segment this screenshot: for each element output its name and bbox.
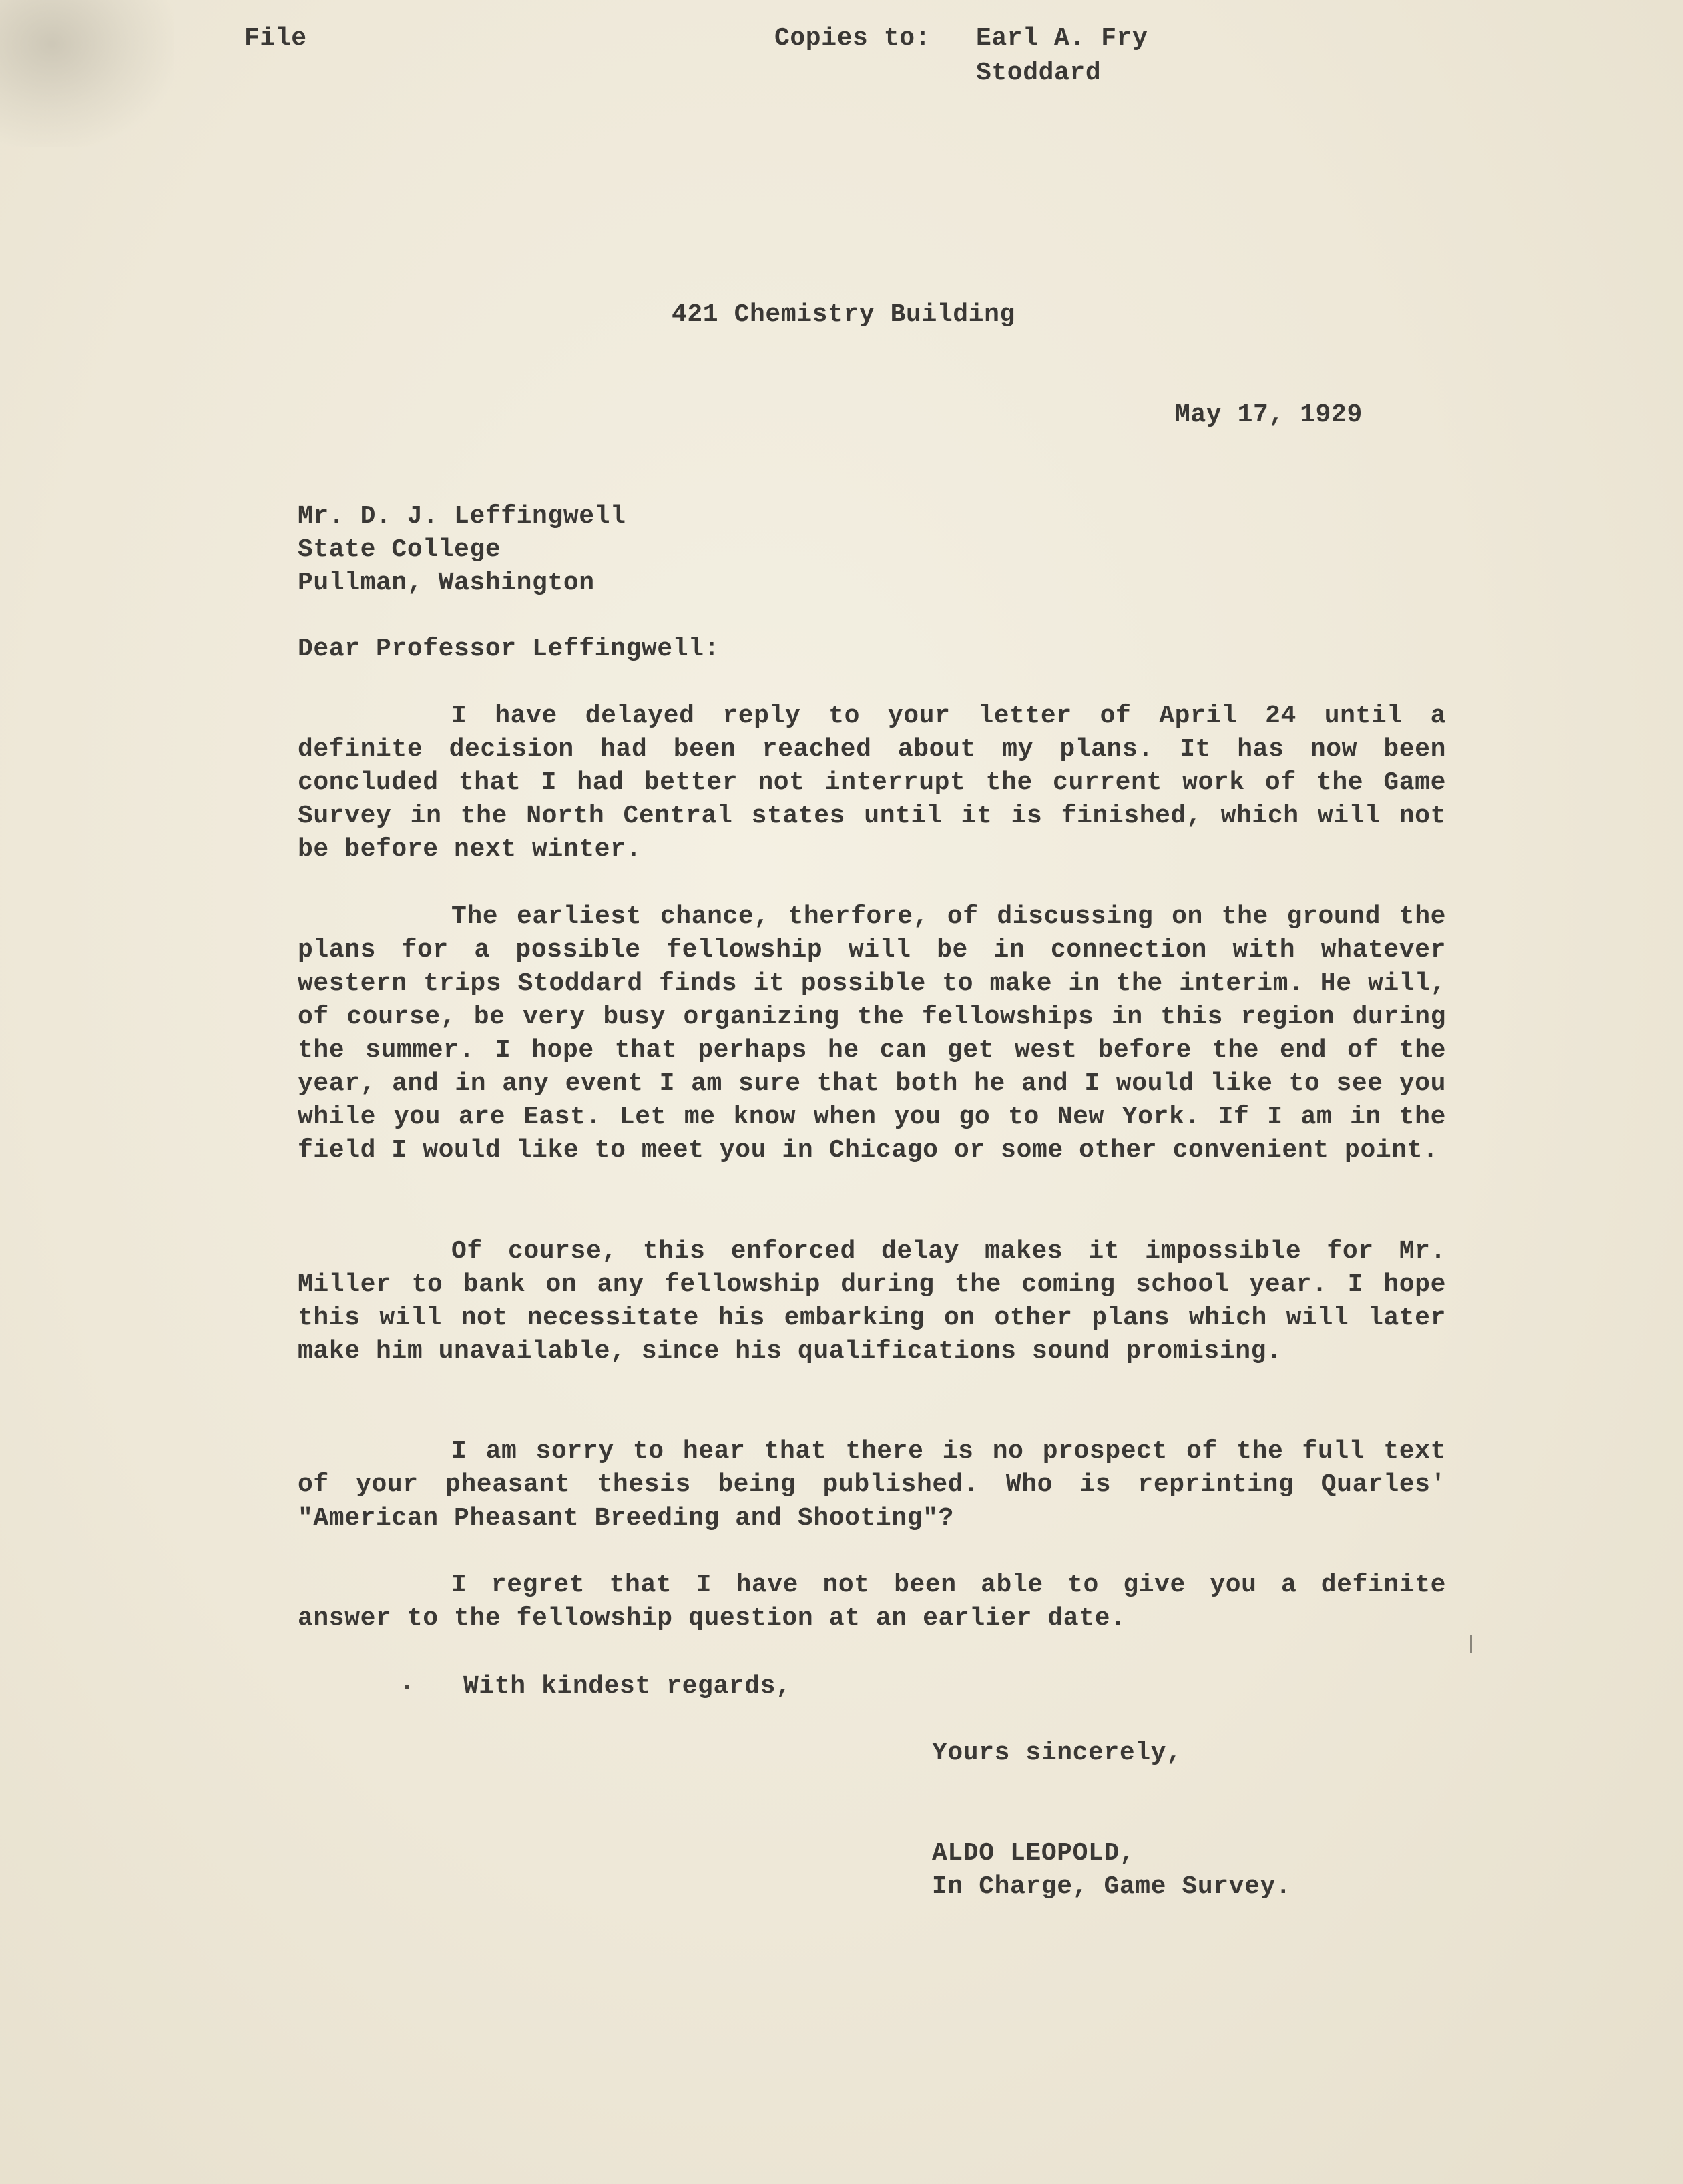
salutation: Dear Professor Leffingwell: bbox=[298, 635, 720, 663]
recipient-name: Mr. D. J. Leffingwell bbox=[298, 502, 626, 531]
letter-date: May 17, 1929 bbox=[1175, 400, 1363, 429]
stray-dot bbox=[405, 1685, 409, 1689]
recipient-city: Pullman, Washington bbox=[298, 569, 595, 597]
copy-recipient-1: Earl A. Fry bbox=[976, 24, 1148, 53]
body-paragraph-1: I have delayed reply to your letter of April 24 until a definite decision had been reached about my plans. It has now been concluded that I had better not interrupt the current work of the Game Survey in the North Central states until it is finished, which will not be before next winter. bbox=[298, 702, 1446, 864]
body-paragraph-4: I am sorry to hear that there is no prospect of the full text of your pheasant thesis being published. Who is reprinting Quarles' "American Pheasant Breeding and Shooting"? bbox=[298, 1437, 1446, 1533]
copies-label: Copies to: bbox=[774, 24, 931, 53]
paper-stain bbox=[0, 0, 174, 147]
copy-recipient-2: Stoddard bbox=[976, 59, 1102, 87]
stray-tick bbox=[1470, 1635, 1472, 1653]
file-label: File bbox=[244, 24, 307, 53]
body-paragraph-5: I regret that I have not been able to give you a definite answer to the fellowship question at an earlier date. bbox=[298, 1571, 1446, 1633]
sender-address: 421 Chemistry Building bbox=[672, 300, 1015, 329]
signer-name: ALDO LEOPOLD, bbox=[932, 1839, 1136, 1868]
signer-title: In Charge, Game Survey. bbox=[932, 1872, 1292, 1901]
body-paragraph-3: Of course, this enforced delay makes it impossible for Mr. Miller to bank on any fellowship during the coming school year. I hope this will not necessitate his embarking on other plans which will later make him unavailable, since his qualifications sound promising. bbox=[298, 1237, 1446, 1366]
body-paragraph-2: The earliest chance, therfore, of discussing on the ground the plans for a possible fellowship will be in connection with whatever western trips Stoddard finds it possible to make in the interim. He will, of course, be very busy organizing the fellowships in this region during the summer. I hope that perhaps he can get west before the end of the year, and in any event I am sure that both he and I would like to see you while you are East. Let me know when you go to New York. If I am in the field I would like to meet you in Chicago or some other convenient point. bbox=[298, 902, 1446, 1165]
closing-regards: With kindest regards, bbox=[463, 1672, 792, 1701]
recipient-institution: State College bbox=[298, 535, 501, 564]
sign-off: Yours sincerely, bbox=[932, 1739, 1182, 1767]
